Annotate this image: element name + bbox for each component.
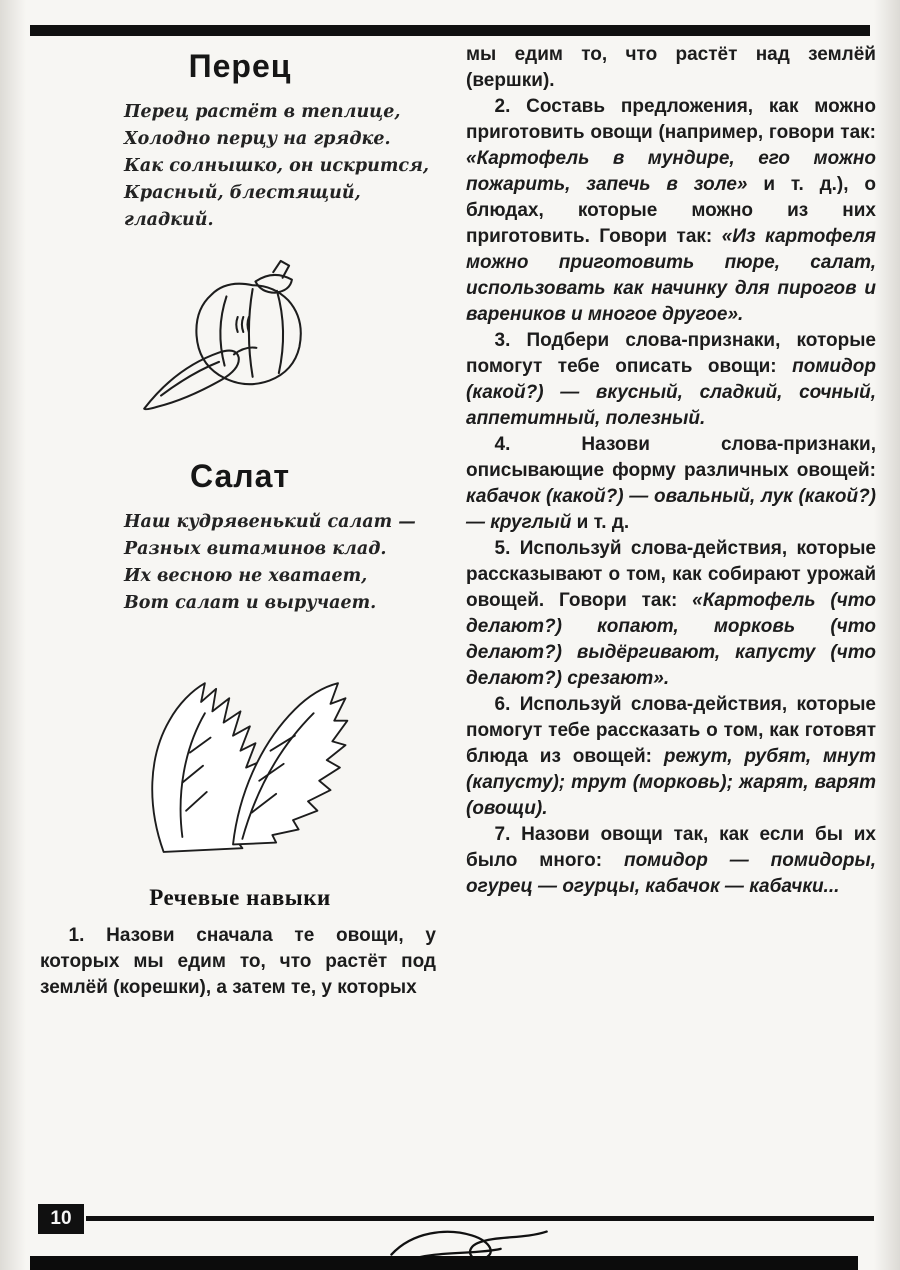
pepper-illustration [133, 256, 348, 436]
poem-line: Холодно перцу на грядке. [124, 129, 391, 149]
pepper-title: Перец [188, 48, 292, 84]
footer-rule [86, 1216, 874, 1221]
poem-line: Как солнышко, он искрится, [124, 156, 430, 176]
poem-line: Наш кудрявенький салат — [124, 512, 416, 532]
task-paragraph: 4. Назови слова-признаки, описывающие форму различных овощей: кабачок (какой?) — овальный, лук (какой?) — круглый и т. д. [466, 434, 876, 533]
task-paragraph: 6. Используй слова-действия, которые помогут тебе рассказать о том, как готовят блюда из овощей: режут, рубят, мнут (капусту); трут (морковь); жарят, варят (овощи). [466, 694, 876, 819]
task-paragraph-1: 1. Назови сначала те овощи, у которых мы едим то, что растёт под землёй (корешки), а затем те, у которых [40, 925, 436, 998]
task-paragraph: 7. Назови овощи так, как если бы их было много: помидор — помидоры, огурец — огурцы, кабачок — кабачки... [466, 824, 876, 897]
pepper-section [40, 48, 440, 436]
poem-line: Перец растёт в теплице, [124, 102, 401, 122]
salad-title: Салат [189, 458, 291, 494]
task-paragraph: 3. Подбери слова-признаки, которые помогут тебе описать овощи: помидор (какой?) — вкусный, сладкий, сочный, аппетитный, полезный. [466, 330, 876, 429]
task-paragraph: мы едим то, что растёт над землёй (вершки). [466, 44, 876, 91]
salad-poem [124, 509, 440, 617]
page-number: 10 [38, 1204, 84, 1234]
poem-line: Вот салат и выручает. [124, 593, 377, 613]
poem-line: Красный, блестящий, гладкий. [124, 183, 361, 230]
right-column-paragraphs [466, 42, 876, 900]
poem-line: Их весною не хватает, [124, 566, 368, 586]
right-column [440, 42, 876, 1001]
salad-section [40, 458, 440, 865]
task-paragraph: 2. Составь предложения, как можно приготовить овощи (например, говори так: «Картофель в мундире, его можно пожарить, запечь в золе» и т. д.), о блюдах, которые можно из них приготовить. Говори так: «Из картофеля можно приготовить пюре, салат, использовать как начинку для пирогов и вареников и многое другое». [466, 96, 876, 325]
top-rule [30, 25, 870, 36]
speech-skills-heading: Речевые навыки [149, 885, 331, 910]
poem-line: Разных витаминов клад. [124, 539, 387, 559]
pepper-poem [124, 99, 440, 234]
page-columns [40, 42, 876, 1001]
task-paragraph: 5. Используй слова-действия, которые рассказывают о том, как собирают урожай овощей. Говори так: «Картофель (что делают?) копают, морковь (что делают?) выдёргивают, капусту (что делают?) срезают». [466, 538, 876, 689]
left-column [40, 42, 440, 1001]
bottom-rule [30, 1256, 858, 1270]
lettuce-illustration [128, 643, 353, 865]
